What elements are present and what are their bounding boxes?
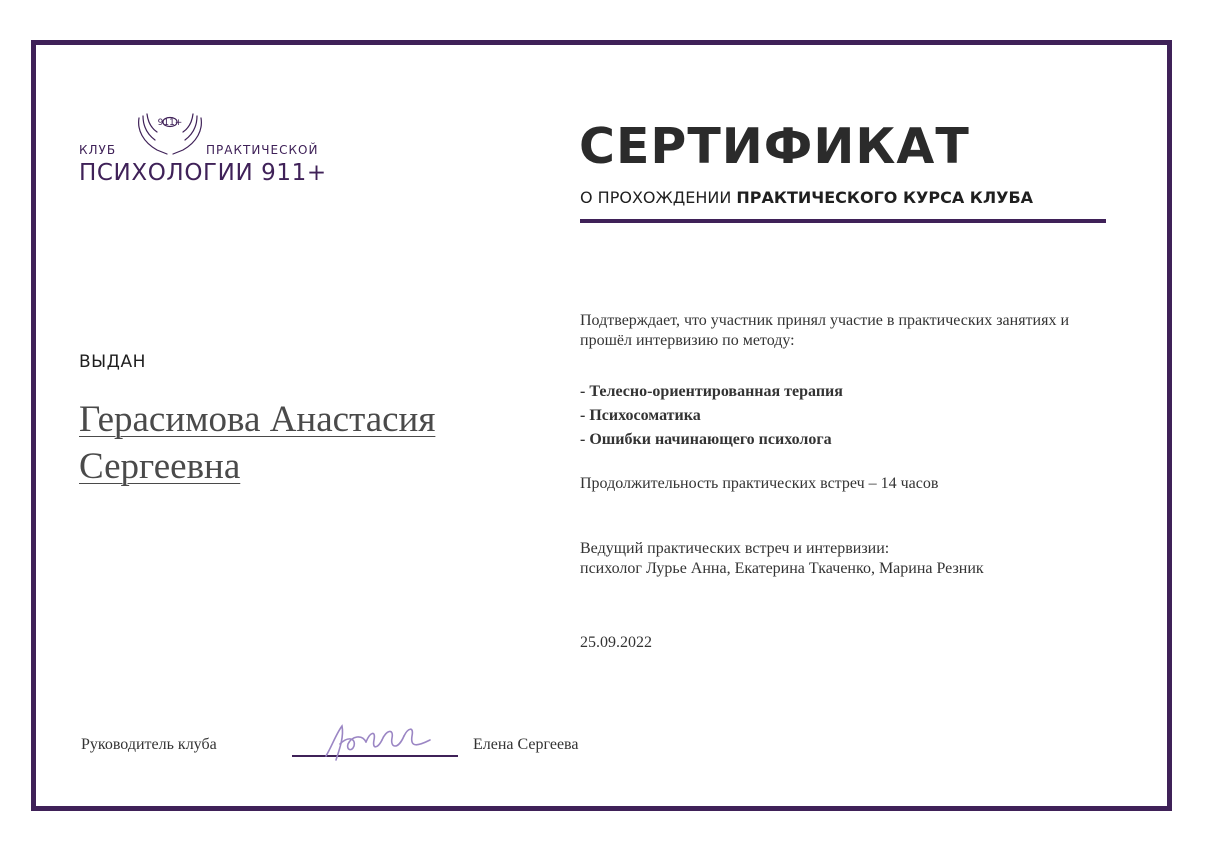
course-item: - Телесно-ориентированная терапия (580, 383, 843, 400)
logo-text-club: КЛУБ (79, 143, 117, 157)
certificate-subtitle (580, 188, 1033, 207)
issued-label: ВЫДАН (79, 352, 146, 372)
logo-badge: 911+ (157, 118, 183, 128)
title-divider (580, 219, 1106, 223)
duration-text: Продолжительность практических встреч – 14 часов (580, 475, 939, 492)
confirmation-text: Подтверждает, что участник принял участие в практических занятиях и прошёл интервизию по методу: (580, 312, 1070, 349)
recipient-name: Герасимова Анастасия Сергеевна (79, 399, 436, 487)
course-item: - Психосоматика (580, 407, 701, 424)
issue-date: 25.09.2022 (580, 634, 652, 651)
leaders-label: Ведущий практических встреч и интервизии: (580, 540, 890, 557)
club-logo (79, 110, 369, 190)
footer-name: Елена Сергеева (473, 736, 579, 753)
signature-image (318, 716, 438, 766)
course-list (580, 380, 843, 452)
certificate-title: СЕРТИФИКАТ (579, 118, 970, 175)
leaders-names: психолог Лурье Анна, Екатерина Ткаченко, Марина Резник (580, 560, 984, 577)
subtitle-bold: ПРАКТИЧЕСКОГО КУРСА КЛУБА (736, 188, 1034, 207)
footer-role: Руководитель клуба (81, 736, 217, 753)
subtitle-prefix: О ПРОХОЖДЕНИИ (580, 188, 737, 207)
leaders-block (580, 539, 1050, 579)
course-item: - Ошибки начинающего психолога (580, 431, 832, 448)
hands-logo-icon (133, 110, 207, 158)
logo-main-text: ПСИХОЛОГИИ 911+ (79, 160, 327, 186)
logo-text-practical: ПРАКТИЧЕСКОЙ (206, 143, 319, 157)
